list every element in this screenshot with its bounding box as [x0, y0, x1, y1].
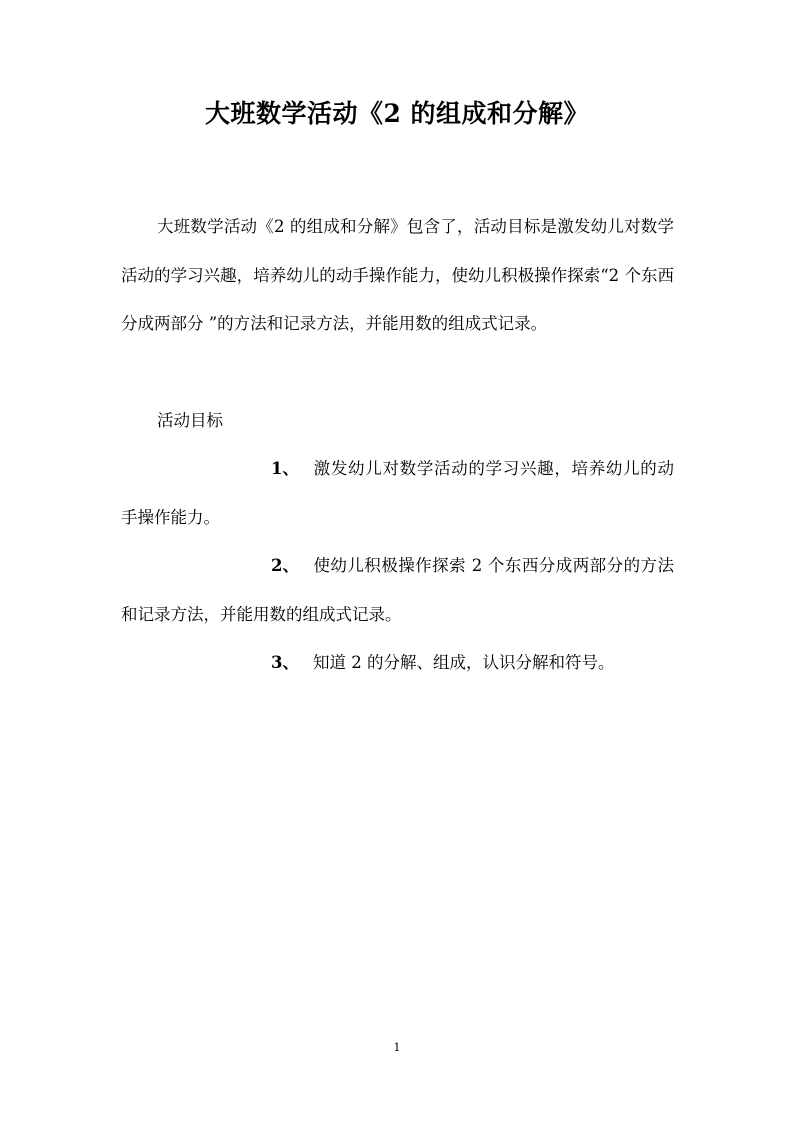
document-title: 大班数学活动《2 的组成和分解》	[204, 99, 590, 128]
goal-text: 激发幼儿对数学活动的学习兴趣，培养幼儿的动手操作能力。	[121, 459, 674, 527]
goal-item-3	[121, 639, 674, 688]
goal-item-1	[121, 445, 674, 542]
goals-heading: 活动目标	[157, 411, 223, 430]
page-number: 1	[393, 1041, 401, 1054]
goal-number: 3、	[271, 653, 299, 672]
goal-number: 2、	[271, 556, 299, 575]
goal-number: 1、	[271, 459, 299, 478]
goal-text: 使幼儿积极操作探索 2 个东西分成两部分的方法和记录方法，并能用数的组成式记录。	[121, 556, 674, 624]
goal-text: 知道 2 的分解、组成，认识分解和符号。	[312, 653, 615, 672]
intro-paragraph: 大班数学活动《2 的组成和分解》包含了，活动目标是激发幼儿对数学活动的学习兴趣，培养幼儿的动手操作能力，使幼儿积极操作探索“2 个东西分成两部分 ”的方法和记录方法，并能用数的组成式记录。	[121, 217, 674, 333]
goal-item-2	[121, 542, 674, 639]
